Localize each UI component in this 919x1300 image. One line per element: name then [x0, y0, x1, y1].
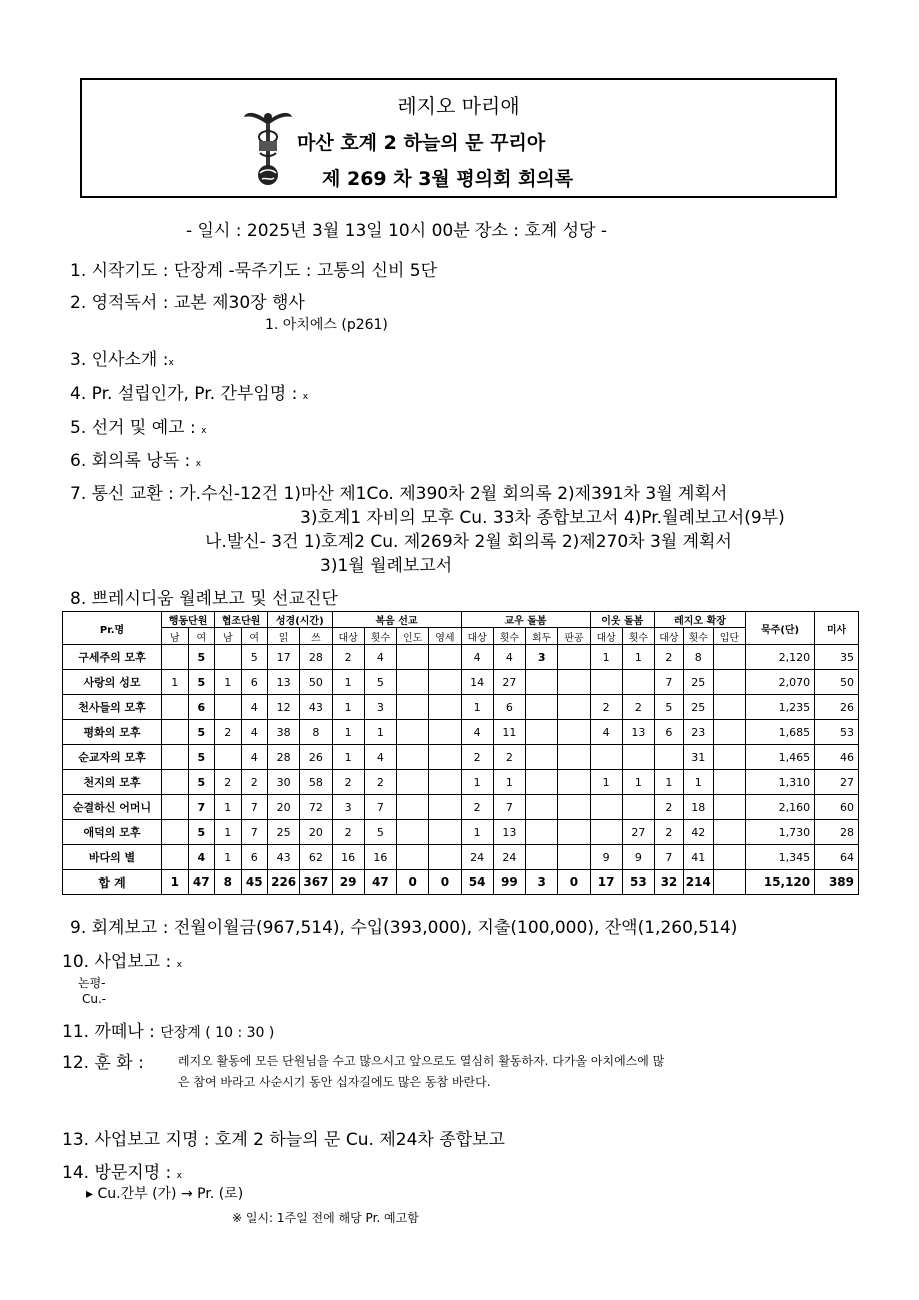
rosary-cell: 2,160 [746, 795, 815, 820]
table-cell: 3 [364, 695, 396, 720]
mass-cell: 46 [815, 745, 859, 770]
table-cell: 31 [683, 745, 713, 770]
table-cell [397, 820, 429, 845]
table-cell: 54 [461, 870, 493, 895]
table-cell [558, 845, 590, 870]
table-cell: 7 [655, 845, 684, 870]
table-cell: 4 [590, 720, 622, 745]
sub-header-cell: 대상 [332, 628, 364, 645]
table-row [63, 770, 859, 795]
header-pr-name: Pr.명 [63, 612, 162, 645]
table-cell: 20 [300, 820, 332, 845]
item-pr-approval: 4. Pr. 설립인가, Pr. 간부임명 : x [70, 384, 309, 404]
table-cell [162, 745, 188, 770]
table-cell: 4 [461, 720, 493, 745]
table-cell [397, 720, 429, 745]
table-cell: 6 [241, 670, 268, 695]
table-cell [429, 820, 461, 845]
table-cell: 41 [683, 845, 713, 870]
table-cell [590, 795, 622, 820]
table-cell [655, 745, 684, 770]
table-cell: 8 [300, 720, 332, 745]
table-cell [590, 745, 622, 770]
table-cell: 12 [268, 695, 300, 720]
table-cell: 47 [364, 870, 396, 895]
table-cell [713, 695, 745, 720]
table-cell: 3 [332, 795, 364, 820]
item-business-report: 10. 사업보고 : x [62, 952, 182, 972]
table-cell [429, 770, 461, 795]
table-cell: 9 [622, 845, 654, 870]
table-cell: 4 [461, 645, 493, 670]
table-cell [526, 845, 558, 870]
table-cell [397, 795, 429, 820]
table-cell [162, 695, 188, 720]
table-cell: 24 [493, 845, 525, 870]
presidium-name: 바다의 별 [63, 845, 162, 870]
table-cell: 2 [461, 745, 493, 770]
table-cell [162, 845, 188, 870]
mass-cell: 50 [815, 670, 859, 695]
table-cell: 5 [364, 670, 396, 695]
rosary-cell: 15,120 [746, 870, 815, 895]
table-row [63, 820, 859, 845]
table-cell [429, 745, 461, 770]
table-cell: 1 [162, 670, 188, 695]
table-cell: 226 [268, 870, 300, 895]
table-cell: 2 [590, 695, 622, 720]
table-cell [713, 770, 745, 795]
table-cell [397, 745, 429, 770]
table-cell: 62 [300, 845, 332, 870]
table-cell: 5 [655, 695, 684, 720]
item-minutes-reading: 6. 회의록 낭독 : x [70, 451, 202, 471]
sub-header-cell: 남 [162, 628, 188, 645]
table-cell [162, 795, 188, 820]
table-cell [215, 645, 241, 670]
table-cell: 5 [188, 720, 215, 745]
table-cell: 3 [526, 645, 558, 670]
table-cell: 28 [268, 745, 300, 770]
table-cell: 1 [461, 695, 493, 720]
rosary-cell: 1,465 [746, 745, 815, 770]
table-cell: 1 [215, 820, 241, 845]
title-legio: 레지오 마리애 [397, 94, 520, 118]
table-cell: 7 [493, 795, 525, 820]
table-cell [558, 720, 590, 745]
table-cell [590, 670, 622, 695]
table-cell [526, 720, 558, 745]
item-visit-note: ※ 일시: 1주일 전에 해당 Pr. 예고함 [232, 1211, 419, 1225]
table-cell: 13 [493, 820, 525, 845]
sub-header-cell: 대상 [655, 628, 684, 645]
monthly-report-table [62, 611, 859, 895]
table-cell [713, 795, 745, 820]
table-row [63, 745, 859, 770]
table-cell: 20 [268, 795, 300, 820]
item-business-report-review: 논평- [78, 976, 106, 990]
mass-cell: 26 [815, 695, 859, 720]
table-cell: 25 [683, 695, 713, 720]
table-cell: 367 [300, 870, 332, 895]
table-cell: 8 [683, 645, 713, 670]
table-cell [622, 670, 654, 695]
table-sub-header-row [63, 628, 859, 645]
table-cell [526, 745, 558, 770]
header-legio-expansion: 레지오 확장 [655, 612, 746, 628]
table-cell: 7 [241, 795, 268, 820]
table-cell [558, 745, 590, 770]
legio-vexillum-icon [242, 103, 294, 189]
table-cell: 2 [655, 645, 684, 670]
table-cell: 50 [300, 670, 332, 695]
table-cell [558, 670, 590, 695]
table-cell: 8 [215, 870, 241, 895]
table-cell: 1 [590, 770, 622, 795]
presidium-name: 애덕의 모후 [63, 820, 162, 845]
table-row [63, 670, 859, 695]
table-cell: 1 [622, 645, 654, 670]
table-cell [429, 720, 461, 745]
table-cell: 11 [493, 720, 525, 745]
table-cell: 1 [493, 770, 525, 795]
table-cell: 5 [364, 820, 396, 845]
rosary-cell: 2,070 [746, 670, 815, 695]
table-cell [162, 720, 188, 745]
presidium-name: 천지의 모후 [63, 770, 162, 795]
table-cell: 72 [300, 795, 332, 820]
table-cell: 2 [332, 820, 364, 845]
header-parishioner-care: 교우 돌봄 [461, 612, 590, 628]
table-cell [429, 670, 461, 695]
item-allocution-text2: 은 참여 바라고 사순시기 동안 십자길에도 많은 동참 바란다. [178, 1075, 491, 1089]
table-cell: 14 [461, 670, 493, 695]
table-cell [215, 695, 241, 720]
sub-header-cell: 인도 [397, 628, 429, 645]
table-cell [558, 695, 590, 720]
table-row [63, 795, 859, 820]
mass-cell: 64 [815, 845, 859, 870]
table-cell: 27 [622, 820, 654, 845]
table-cell [622, 795, 654, 820]
table-cell: 2 [332, 770, 364, 795]
table-cell: 32 [655, 870, 684, 895]
table-row [63, 645, 859, 670]
sub-header-cell: 횟수 [683, 628, 713, 645]
table-cell: 17 [268, 645, 300, 670]
presidium-name: 순교자의 모후 [63, 745, 162, 770]
table-cell: 45 [241, 870, 268, 895]
item-allocution-text1: 레지오 활동에 모든 단원님을 수고 많으시고 앞으로도 열심히 활동하자. 다가올 아치에스에 많 [178, 1054, 665, 1068]
table-cell: 4 [241, 695, 268, 720]
sub-header-cell: 여 [188, 628, 215, 645]
item-correspondence-line4: 3)1월 월례보고서 [320, 556, 453, 576]
title-meeting: 제 269 차 3월 평의회 회의록 [322, 168, 574, 190]
table-cell: 18 [683, 795, 713, 820]
table-cell: 38 [268, 720, 300, 745]
table-cell: 6 [188, 695, 215, 720]
table-cell: 1 [332, 695, 364, 720]
title-curia: 마산 호계 2 하늘의 문 꾸리아 [297, 132, 546, 154]
sub-header-cell: 여 [241, 628, 268, 645]
mass-cell: 27 [815, 770, 859, 795]
sub-header-cell: 남 [215, 628, 241, 645]
table-cell: 5 [188, 645, 215, 670]
table-cell: 4 [364, 645, 396, 670]
sub-header-cell: 입단 [713, 628, 745, 645]
table-cell [590, 820, 622, 845]
header-evangelization: 복음 선교 [332, 612, 461, 628]
table-cell: 13 [622, 720, 654, 745]
table-cell: 1 [655, 770, 684, 795]
table-cell [526, 770, 558, 795]
mass-cell: 389 [815, 870, 859, 895]
table-cell: 1 [590, 645, 622, 670]
item-catena: 11. 까떼나 : 단장계 ( 10 : 30 ) [62, 1022, 275, 1042]
table-cell: 99 [493, 870, 525, 895]
item-allocution-label: 12. 훈 화 : [62, 1053, 144, 1073]
table-cell [429, 695, 461, 720]
table-cell: 16 [364, 845, 396, 870]
table-cell: 6 [655, 720, 684, 745]
table-cell [558, 645, 590, 670]
table-cell [397, 645, 429, 670]
table-cell: 4 [493, 645, 525, 670]
sub-header-cell: 대상 [590, 628, 622, 645]
mass-cell: 60 [815, 795, 859, 820]
table-cell: 5 [188, 770, 215, 795]
table-cell [397, 770, 429, 795]
table-cell: 2 [364, 770, 396, 795]
rosary-cell: 1,310 [746, 770, 815, 795]
table-cell: 13 [268, 670, 300, 695]
table-cell: 43 [300, 695, 332, 720]
item-spiritual-reading: 2. 영적독서 : 교본 제30장 행사 [70, 293, 305, 313]
presidium-name: 평화의 모후 [63, 720, 162, 745]
table-cell: 58 [300, 770, 332, 795]
table-group-header-row [63, 612, 859, 628]
sub-header-cell: 횟수 [364, 628, 396, 645]
table-row [63, 695, 859, 720]
sub-header-cell: 횟수 [622, 628, 654, 645]
table-cell: 5 [188, 745, 215, 770]
table-cell: 53 [622, 870, 654, 895]
table-cell: 2 [332, 645, 364, 670]
header-rosary: 묵주(단) [746, 612, 815, 645]
table-cell [713, 720, 745, 745]
table-cell: 16 [332, 845, 364, 870]
table-cell [713, 870, 745, 895]
presidium-name: 사랑의 성모 [63, 670, 162, 695]
table-cell [526, 695, 558, 720]
item-monthly-report-heading: 8. 쁘레시디움 월례보고 및 선교진단 [70, 589, 338, 609]
table-cell: 29 [332, 870, 364, 895]
table-cell: 7 [364, 795, 396, 820]
table-cell: 1 [364, 720, 396, 745]
table-cell: 0 [397, 870, 429, 895]
sub-header-cell: 횟수 [493, 628, 525, 645]
header-bible-hours: 성경(시간) [268, 612, 333, 628]
table-cell: 4 [188, 845, 215, 870]
table-cell [429, 645, 461, 670]
table-cell: 2 [215, 770, 241, 795]
item-report-assignment: 13. 사업보고 지명 : 호계 2 하늘의 문 Cu. 제24차 종합보고 [62, 1130, 505, 1150]
table-cell: 1 [332, 670, 364, 695]
table-cell: 2 [655, 795, 684, 820]
table-cell [215, 745, 241, 770]
sub-header-cell: 영세 [429, 628, 461, 645]
table-cell [429, 845, 461, 870]
table-cell: 1 [215, 670, 241, 695]
table-cell [526, 795, 558, 820]
table-cell: 9 [590, 845, 622, 870]
rosary-cell: 1,685 [746, 720, 815, 745]
table-cell [429, 795, 461, 820]
table-cell [397, 670, 429, 695]
table-cell: 1 [332, 720, 364, 745]
mass-cell: 28 [815, 820, 859, 845]
table-cell [713, 820, 745, 845]
item-correspondence-line1: 7. 통신 교환 : 가.수신-12건 1)마산 제1Co. 제390차 2월 회의록 2)제391차 3월 계획서 [70, 484, 728, 504]
table-cell: 43 [268, 845, 300, 870]
item-elections: 5. 선거 및 예고 : x [70, 418, 207, 438]
table-cell [162, 820, 188, 845]
item-correspondence-line3: 나.발신- 3건 1)호계2 Cu. 제269차 2월 회의록 2)제270차 3월 계획서 [205, 532, 732, 552]
item-correspondence-line2: 3)호계1 자비의 모후 Cu. 33차 종합보고서 4)Pr.월례보고서(9부) [300, 508, 785, 528]
table-cell: 0 [429, 870, 461, 895]
item-opening-prayer: 1. 시작기도 : 단장계 -묵주기도 : 고통의 신비 5단 [70, 261, 438, 281]
table-cell [558, 770, 590, 795]
table-cell: 5 [241, 645, 268, 670]
header-auxiliary-members: 협조단원 [215, 612, 268, 628]
presidium-name: 천사들의 모후 [63, 695, 162, 720]
table-cell: 24 [461, 845, 493, 870]
presidium-name: 합 계 [63, 870, 162, 895]
table-cell: 7 [188, 795, 215, 820]
sub-header-cell: 회두 [526, 628, 558, 645]
rosary-cell: 1,345 [746, 845, 815, 870]
table-cell [622, 745, 654, 770]
sub-header-cell: 읽 [268, 628, 300, 645]
table-cell: 30 [268, 770, 300, 795]
table-cell: 1 [683, 770, 713, 795]
table-cell: 25 [683, 670, 713, 695]
table-cell: 1 [622, 770, 654, 795]
table-total-row [63, 870, 859, 895]
table-cell [397, 695, 429, 720]
table-cell: 26 [300, 745, 332, 770]
table-cell: 2 [215, 720, 241, 745]
table-cell [713, 745, 745, 770]
rosary-cell: 2,120 [746, 645, 815, 670]
table-cell: 7 [655, 670, 684, 695]
table-cell: 1 [215, 845, 241, 870]
table-cell [713, 670, 745, 695]
table-cell: 0 [558, 870, 590, 895]
table-cell: 6 [241, 845, 268, 870]
table-row [63, 720, 859, 745]
item-spiritual-reading-sub: 1. 아치에스 (p261) [265, 317, 388, 333]
table-cell: 2 [493, 745, 525, 770]
title-box [80, 78, 837, 198]
presidium-name: 순결하신 어머니 [63, 795, 162, 820]
table-cell: 7 [241, 820, 268, 845]
table-cell: 1 [215, 795, 241, 820]
table-cell [526, 820, 558, 845]
table-cell: 23 [683, 720, 713, 745]
item-visit-assignment-detail: ▸ Cu.간부 (가) → Pr. (로) [86, 1186, 244, 1202]
table-cell: 1 [461, 820, 493, 845]
table-cell: 42 [683, 820, 713, 845]
table-cell: 25 [268, 820, 300, 845]
table-cell: 27 [493, 670, 525, 695]
header-neighbor-care: 이웃 돌봄 [590, 612, 655, 628]
table-cell: 5 [188, 670, 215, 695]
item-business-report-cu: Cu.- [82, 992, 107, 1006]
table-cell [526, 670, 558, 695]
table-cell [713, 845, 745, 870]
table-cell: 17 [590, 870, 622, 895]
table-cell: 2 [622, 695, 654, 720]
table-cell: 3 [526, 870, 558, 895]
table-cell: 5 [188, 820, 215, 845]
table-cell: 214 [683, 870, 713, 895]
header-active-members: 행동단원 [162, 612, 215, 628]
table-cell [558, 795, 590, 820]
table-cell [162, 770, 188, 795]
table-cell: 2 [461, 795, 493, 820]
meeting-info: - 일시 : 2025년 3월 13일 10시 00분 장소 : 호계 성당 - [186, 221, 608, 241]
sub-header-cell: 쓰 [300, 628, 332, 645]
sub-header-cell: 판공 [558, 628, 590, 645]
table-cell [713, 645, 745, 670]
table-row [63, 845, 859, 870]
table-cell: 4 [241, 745, 268, 770]
rosary-cell: 1,235 [746, 695, 815, 720]
mass-cell: 35 [815, 645, 859, 670]
table-cell: 2 [655, 820, 684, 845]
table-cell: 4 [364, 745, 396, 770]
presidium-name: 구세주의 모후 [63, 645, 162, 670]
table-cell: 1 [332, 745, 364, 770]
item-introductions: 3. 인사소개 :x [70, 350, 174, 370]
table-cell: 4 [241, 720, 268, 745]
sub-header-cell: 대상 [461, 628, 493, 645]
table-cell: 28 [300, 645, 332, 670]
table-cell: 47 [188, 870, 215, 895]
table-cell [162, 645, 188, 670]
table-cell: 1 [461, 770, 493, 795]
item-visit-assignment: 14. 방문지명 : x [62, 1163, 182, 1183]
table-cell: 6 [493, 695, 525, 720]
rosary-cell: 1,730 [746, 820, 815, 845]
table-cell [558, 820, 590, 845]
item-accounting: 9. 회계보고 : 전월이월금(967,514), 수입(393,000), 지출(100,000), 잔액(1,260,514) [70, 918, 738, 938]
table-cell [397, 845, 429, 870]
table-cell: 1 [162, 870, 188, 895]
mass-cell: 53 [815, 720, 859, 745]
header-mass: 미사 [815, 612, 859, 645]
table-cell: 2 [241, 770, 268, 795]
